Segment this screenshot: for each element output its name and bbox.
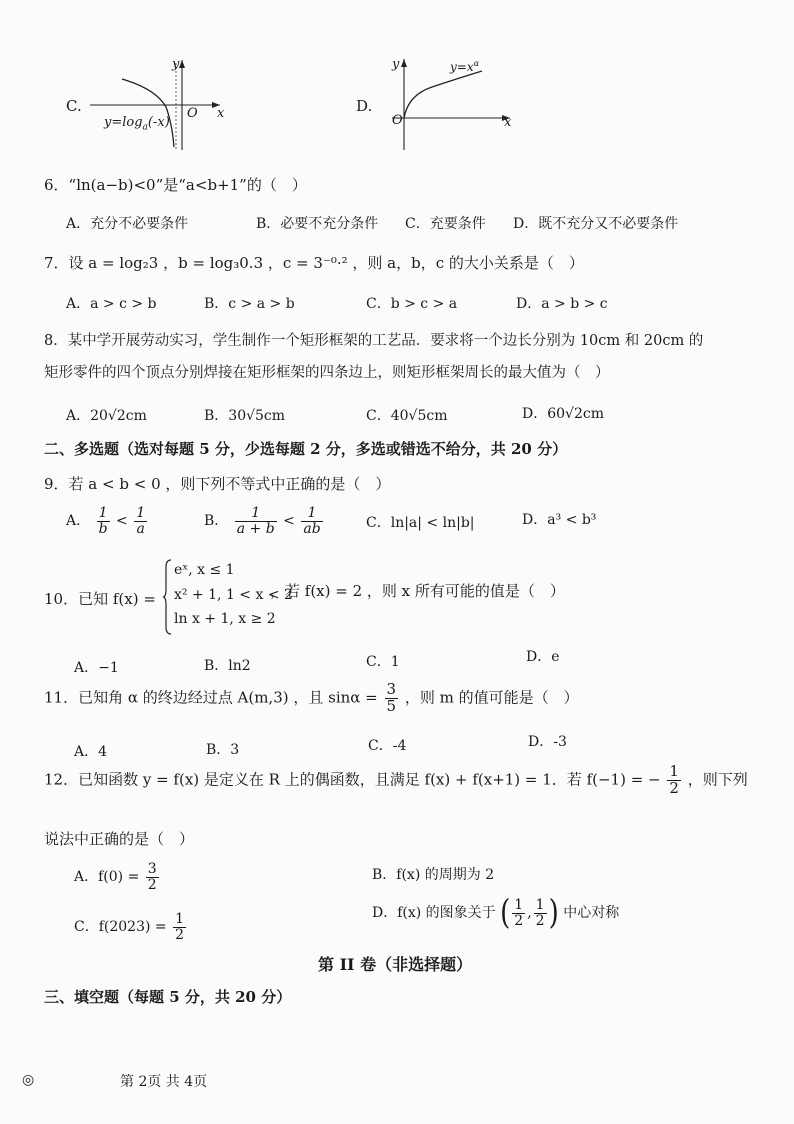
q9-option-a: A． $\frac{1}{b}$ < $\frac{1}{a}$ <box>66 505 146 537</box>
q11-option-c: C．-4 <box>368 738 407 754</box>
q8-option-a: A．20√2cm <box>66 408 147 424</box>
option-d-label: D. <box>356 97 373 115</box>
footer-mark: ◎ <box>22 1072 35 1088</box>
question-8-stem-line1: 8．某中学开展劳动实习，学生制作一个矩形框架的工艺品．要求将一个边长分别为 10cm 和 20cm 的 <box>44 333 704 349</box>
c-origin-label: O <box>187 106 198 121</box>
q9-option-b: B． $\frac{1}{a + b}$ < $\frac{1}{ab}$ <box>204 505 321 537</box>
graph-option-c <box>60 55 300 155</box>
q6-option-d: D．既不充分又不必要条件 <box>513 216 679 232</box>
q6-option-a: A．充分不必要条件 <box>66 216 189 232</box>
q11-option-d: D．-3 <box>528 734 567 750</box>
q9-option-c: C．ln|a| < ln|b| <box>366 515 475 531</box>
question-10-prefix: 10．已知 f(x) = <box>44 590 156 608</box>
d-yaxis-label: y <box>392 57 400 72</box>
piecewise-row-1: eˣ, x ≤ 1 <box>174 562 235 578</box>
question-11-stem: 11．已知角 α 的终边经过点 A(m,3) ，且 sinα = $\frac{3}{5}$ ，则 m 的值可能是（ ） <box>44 680 579 715</box>
q8-option-b: B．30√5cm <box>204 408 286 424</box>
d-function-label: $y=x^\alpha$ <box>450 59 480 74</box>
q12-option-d: D．f(x) 的图象关于 ( $\frac{1}{2}$ , $\frac{1}{2}$ ) 中心对称 <box>372 893 620 933</box>
q6-option-c: C．充要条件 <box>405 216 486 232</box>
q12-option-a: A．f(0) = $\frac{3}{2}$ <box>74 861 157 893</box>
q11-option-b: B．3 <box>206 742 240 758</box>
log-neg-x-graph <box>60 55 300 155</box>
question-6-stem: 6．“ln(a−b)<0”是“a<b+1”的（ ） <box>44 176 307 194</box>
piecewise-row-3: ln x + 1, x ≥ 2 <box>174 611 276 627</box>
option-c-label: C. <box>66 97 82 115</box>
question-8-stem-line2: 矩形零件的四个顶点分别焊接在矩形框架的四条边上，则矩形框架周长的最大值为（ ） <box>44 365 610 381</box>
question-9-stem: 9．若 a < b < 0 ，则下列不等式中正确的是（ ） <box>44 475 391 493</box>
q8-option-d: D．60√2cm <box>522 406 604 422</box>
q11-option-a: A．4 <box>74 744 108 760</box>
q7-option-c: C．b > c > a <box>366 296 458 312</box>
d-xaxis-label: x <box>504 115 512 130</box>
q12-option-c: C．f(2023) = $\frac{1}{2}$ <box>74 911 185 943</box>
q7-option-b: B．c > a > b <box>204 296 295 312</box>
part-2-heading: 第 II 卷（非选择题） <box>318 955 473 974</box>
d-origin-label: O <box>392 113 403 128</box>
q7-option-a: A．a > c > b <box>66 296 157 312</box>
c-function-label: $y=\log_a(-x)$ <box>104 115 170 133</box>
q10-option-d: D．e <box>526 649 560 665</box>
q8-option-c: C．40√5cm <box>366 408 448 424</box>
section-3-heading: 三、填空题（每题 5 分，共 20 分） <box>44 988 292 1006</box>
c-yaxis-label: y <box>172 57 180 72</box>
power-function-graph <box>352 55 522 155</box>
q12-option-b: B．f(x) 的周期为 2 <box>372 867 495 883</box>
q9-option-d: D．a³ < b³ <box>522 512 597 528</box>
q6-option-b: B．必要不充分条件 <box>256 216 379 232</box>
question-7-stem: 7．设 a = log₂3 ，b = log₃0.3 ，c = 3⁻⁰·² ，则 a，b，c 的大小关系是（ ） <box>44 254 584 272</box>
piecewise-brace <box>162 559 172 635</box>
question-12-stem: 12．已知函数 y = f(x) 是定义在 R 上的偶函数，且满足 f(x) + f(x+1) = 1．若 f(−1) = − $\frac{1}{2}$ ，则下列 <box>44 762 748 797</box>
question-12-line2: 说法中正确的是（ ） <box>44 830 195 848</box>
q10-option-c: C．1 <box>366 654 400 670</box>
page-number: 第 2页 共 4页 <box>120 1074 208 1090</box>
piecewise-row-2: x² + 1, 1 < x < 2 <box>174 587 293 603</box>
graph-option-d <box>352 55 522 155</box>
section-2-heading: 二、多选题（选对每题 5 分，少选每题 2 分，多选或错选不给分，共 20 分） <box>44 440 568 458</box>
q7-option-d: D．a > b > c <box>516 296 608 312</box>
c-xaxis-label: x <box>217 106 225 121</box>
q10-option-b: B．ln2 <box>204 658 251 674</box>
question-10-suffix: ，若 f(x) = 2 ，则 x 所有可能的值是（ ） <box>270 582 565 600</box>
q10-option-a: A．−1 <box>74 660 119 676</box>
